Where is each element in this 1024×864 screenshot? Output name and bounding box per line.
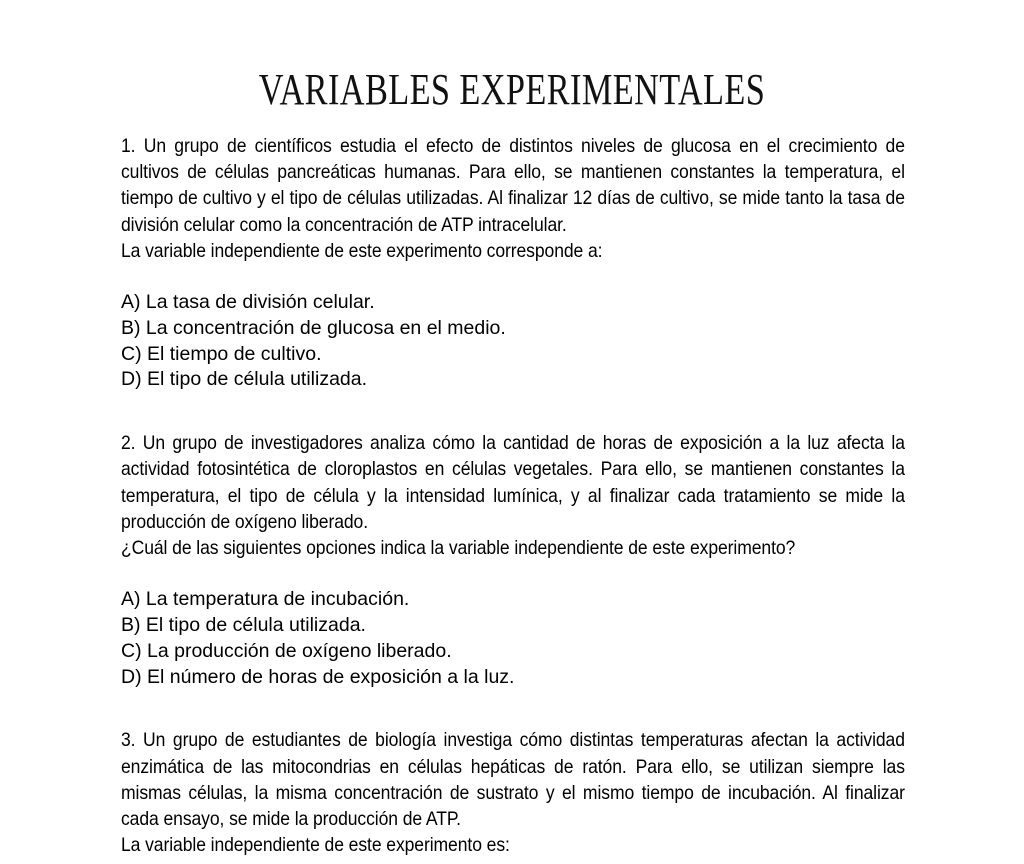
question-1-body: 1. Un grupo de científicos estudia el efecto de distintos niveles de glucosa en el crecimiento de cultivos de células pancreáticas humanas. Para ello, se mantienen constantes la temperatura, el tiempo de cultivo y el tipo de células utilizadas. Al finalizar 12 días de cultivo, se mide tanto la tasa de división celular como la concentración de ATP intracelular.	[121, 135, 905, 236]
question-block-1	[121, 133, 905, 393]
question-1-prompt: La variable independiente de este experimento corresponde a:	[121, 239, 603, 262]
page-title: VARIABLES EXPERIMENTALES	[258, 65, 766, 115]
question-3-body: 3. Un grupo de estudiantes de biología investiga cómo distintas temperaturas afectan la actividad enzimática de las mitocondrias en células hepáticas de ratón. Para ello, se utilizan siempre las mismas células, la misma concentración de sustrato y el mismo tiempo de incubación. Al finalizar cada ensayo, se mide la producción de ATP.	[121, 729, 905, 831]
option-a[interactable]: A) La temperatura de incubación.	[121, 588, 410, 611]
option-a[interactable]: A) La tasa de división celular.	[121, 291, 375, 314]
option-c[interactable]: C) La producción de oxígeno liberado.	[121, 639, 452, 662]
option-b[interactable]: B) El tipo de célula utilizada.	[121, 614, 366, 637]
option-d[interactable]: D) El número de horas de exposición a la luz.	[121, 665, 515, 688]
document-body	[121, 133, 905, 858]
option-b[interactable]: B) La concentración de glucosa en el medio.	[121, 316, 506, 339]
option-c[interactable]: C) El tiempo de cultivo.	[121, 342, 322, 365]
question-3-prompt: La variable independiente de este experimento es:	[121, 834, 510, 857]
question-2-prompt: ¿Cuál de las siguientes opciones indica la variable independiente de este experimento?	[121, 537, 796, 560]
option-d[interactable]: D) El tipo de célula utilizada.	[121, 368, 368, 391]
question-1-options	[121, 290, 905, 393]
question-2-body: 2. Un grupo de investigadores analiza cómo la cantidad de horas de exposición a la luz afecta la actividad fotosintética de cloroplastos en células vegetales. Para ello, se mantienen constantes la temperatura, el tipo de célula y la intensidad lumínica, y al finalizar cada tratamiento se mide la producción de oxígeno liberado.	[121, 432, 905, 533]
question-2-options	[121, 587, 905, 690]
question-block-3	[121, 727, 905, 858]
question-block-2	[121, 430, 905, 690]
